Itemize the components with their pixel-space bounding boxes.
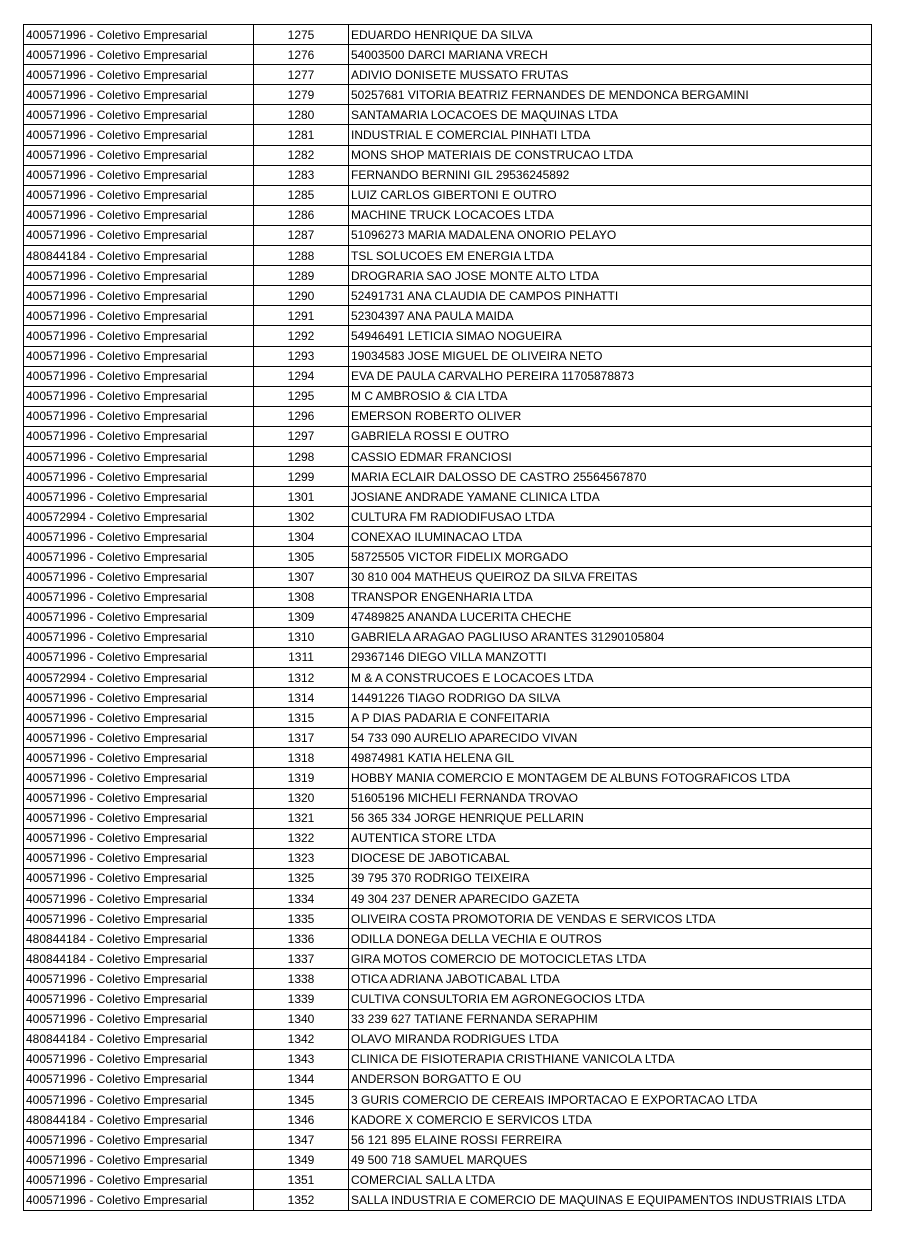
plan-cell: 400571996 - Coletivo Empresarial: [24, 768, 254, 788]
name-cell: TRANSPOR ENGENHARIA LTDA: [349, 587, 872, 607]
plan-cell: 400571996 - Coletivo Empresarial: [24, 467, 254, 487]
number-cell: 1334: [254, 889, 349, 909]
table-row: [24, 668, 872, 688]
table-row: [24, 828, 872, 848]
table-row: [24, 1130, 872, 1150]
plan-cell: 400571996 - Coletivo Empresarial: [24, 25, 254, 45]
number-cell: 1302: [254, 507, 349, 527]
name-cell: TSL SOLUCOES EM ENERGIA LTDA: [349, 246, 872, 266]
plan-cell: 400571996 - Coletivo Empresarial: [24, 989, 254, 1009]
number-cell: 1282: [254, 145, 349, 165]
table-row: [24, 145, 872, 165]
table-row: [24, 547, 872, 567]
name-cell: 58725505 VICTOR FIDELIX MORGADO: [349, 547, 872, 567]
number-cell: 1290: [254, 286, 349, 306]
table-row: [24, 1029, 872, 1049]
plan-cell: 400571996 - Coletivo Empresarial: [24, 788, 254, 808]
table-row: [24, 246, 872, 266]
table-body: [24, 25, 872, 1211]
number-cell: 1337: [254, 949, 349, 969]
number-cell: 1308: [254, 587, 349, 607]
plan-cell: 400571996 - Coletivo Empresarial: [24, 808, 254, 828]
name-cell: EDUARDO HENRIQUE DA SILVA: [349, 25, 872, 45]
plan-cell: 400571996 - Coletivo Empresarial: [24, 266, 254, 286]
name-cell: M C AMBROSIO & CIA LTDA: [349, 386, 872, 406]
plan-cell: 400571996 - Coletivo Empresarial: [24, 1170, 254, 1190]
name-cell: SALLA INDUSTRIA E COMERCIO DE MAQUINAS E EQUIPAMENTOS INDUSTRIAIS LTDA: [349, 1190, 872, 1210]
number-cell: 1297: [254, 426, 349, 446]
name-cell: SANTAMARIA LOCACOES DE MAQUINAS LTDA: [349, 105, 872, 125]
table-row: [24, 567, 872, 587]
name-cell: OTICA ADRIANA JABOTICABAL LTDA: [349, 969, 872, 989]
name-cell: EVA DE PAULA CARVALHO PEREIRA 11705878873: [349, 366, 872, 386]
table-row: [24, 768, 872, 788]
number-cell: 1318: [254, 748, 349, 768]
number-cell: 1345: [254, 1089, 349, 1109]
number-cell: 1349: [254, 1150, 349, 1170]
table-row: [24, 889, 872, 909]
number-cell: 1294: [254, 366, 349, 386]
table-row: [24, 788, 872, 808]
name-cell: 52304397 ANA PAULA MAIDA: [349, 306, 872, 326]
plan-cell: 400571996 - Coletivo Empresarial: [24, 185, 254, 205]
number-cell: 1336: [254, 929, 349, 949]
name-cell: GABRIELA ARAGAO PAGLIUSO ARANTES 31290105804: [349, 627, 872, 647]
number-cell: 1288: [254, 246, 349, 266]
plan-cell: 400571996 - Coletivo Empresarial: [24, 1150, 254, 1170]
plan-cell: 400571996 - Coletivo Empresarial: [24, 748, 254, 768]
number-cell: 1275: [254, 25, 349, 45]
plan-cell: 400571996 - Coletivo Empresarial: [24, 105, 254, 125]
plan-cell: 400571996 - Coletivo Empresarial: [24, 426, 254, 446]
number-cell: 1312: [254, 668, 349, 688]
table-row: [24, 1190, 872, 1210]
plan-cell: 400571996 - Coletivo Empresarial: [24, 1069, 254, 1089]
name-cell: 47489825 ANANDA LUCERITA CHECHE: [349, 607, 872, 627]
plan-cell: 400571996 - Coletivo Empresarial: [24, 386, 254, 406]
table-row: [24, 507, 872, 527]
table-row: [24, 1089, 872, 1109]
plan-cell: 400571996 - Coletivo Empresarial: [24, 406, 254, 426]
number-cell: 1276: [254, 45, 349, 65]
table-row: [24, 205, 872, 225]
number-cell: 1291: [254, 306, 349, 326]
plan-cell: 400571996 - Coletivo Empresarial: [24, 828, 254, 848]
number-cell: 1295: [254, 386, 349, 406]
name-cell: OLIVEIRA COSTA PROMOTORIA DE VENDAS E SERVICOS LTDA: [349, 909, 872, 929]
name-cell: JOSIANE ANDRADE YAMANE CLINICA LTDA: [349, 487, 872, 507]
plan-cell: 400571996 - Coletivo Empresarial: [24, 1089, 254, 1109]
name-cell: DROGRARIA SAO JOSE MONTE ALTO LTDA: [349, 266, 872, 286]
number-cell: 1314: [254, 688, 349, 708]
name-cell: 52491731 ANA CLAUDIA DE CAMPOS PINHATTI: [349, 286, 872, 306]
table-row: [24, 1150, 872, 1170]
plan-cell: 400571996 - Coletivo Empresarial: [24, 1049, 254, 1069]
plan-cell: 400572994 - Coletivo Empresarial: [24, 668, 254, 688]
number-cell: 1287: [254, 225, 349, 245]
table-row: [24, 1170, 872, 1190]
plan-cell: 400571996 - Coletivo Empresarial: [24, 627, 254, 647]
table-row: [24, 266, 872, 286]
number-cell: 1343: [254, 1049, 349, 1069]
table-row: [24, 647, 872, 667]
number-cell: 1342: [254, 1029, 349, 1049]
number-cell: 1279: [254, 85, 349, 105]
table-row: [24, 286, 872, 306]
name-cell: 49874981 KATIA HELENA GIL: [349, 748, 872, 768]
number-cell: 1281: [254, 125, 349, 145]
plan-cell: 400571996 - Coletivo Empresarial: [24, 346, 254, 366]
table-row: [24, 467, 872, 487]
plan-cell: 400571996 - Coletivo Empresarial: [24, 165, 254, 185]
number-cell: 1339: [254, 989, 349, 1009]
table-row: [24, 909, 872, 929]
plan-cell: 400571996 - Coletivo Empresarial: [24, 567, 254, 587]
name-cell: 50257681 VITORIA BEATRIZ FERNANDES DE MENDONCA BERGAMINI: [349, 85, 872, 105]
table-row: [24, 45, 872, 65]
table-row: [24, 406, 872, 426]
number-cell: 1298: [254, 446, 349, 466]
name-cell: 49 500 718 SAMUEL MARQUES: [349, 1150, 872, 1170]
name-cell: 14491226 TIAGO RODRIGO DA SILVA: [349, 688, 872, 708]
number-cell: 1289: [254, 266, 349, 286]
name-cell: CONEXAO ILUMINACAO LTDA: [349, 527, 872, 547]
table-row: [24, 949, 872, 969]
plan-cell: 400571996 - Coletivo Empresarial: [24, 145, 254, 165]
table-row: [24, 306, 872, 326]
table-row: [24, 25, 872, 45]
plan-cell: 400571996 - Coletivo Empresarial: [24, 225, 254, 245]
table-row: [24, 426, 872, 446]
name-cell: ODILLA DONEGA DELLA VECHIA E OUTROS: [349, 929, 872, 949]
plan-cell: 400571996 - Coletivo Empresarial: [24, 487, 254, 507]
number-cell: 1317: [254, 728, 349, 748]
name-cell: 3 GURIS COMERCIO DE CEREAIS IMPORTACAO E EXPORTACAO LTDA: [349, 1089, 872, 1109]
name-cell: CULTIVA CONSULTORIA EM AGRONEGOCIOS LTDA: [349, 989, 872, 1009]
table-row: [24, 989, 872, 1009]
number-cell: 1292: [254, 326, 349, 346]
name-cell: LUIZ CARLOS GIBERTONI E OUTRO: [349, 185, 872, 205]
name-cell: 51605196 MICHELI FERNANDA TROVAO: [349, 788, 872, 808]
name-cell: INDUSTRIAL E COMERCIAL PINHATI LTDA: [349, 125, 872, 145]
table-row: [24, 587, 872, 607]
number-cell: 1283: [254, 165, 349, 185]
plan-cell: 400572994 - Coletivo Empresarial: [24, 507, 254, 527]
number-cell: 1299: [254, 467, 349, 487]
table-row: [24, 165, 872, 185]
name-cell: COMERCIAL SALLA LTDA: [349, 1170, 872, 1190]
number-cell: 1321: [254, 808, 349, 828]
name-cell: 56 365 334 JORGE HENRIQUE PELLARIN: [349, 808, 872, 828]
name-cell: HOBBY MANIA COMERCIO E MONTAGEM DE ALBUNS FOTOGRAFICOS LTDA: [349, 768, 872, 788]
table-row: [24, 105, 872, 125]
name-cell: A P DIAS PADARIA E CONFEITARIA: [349, 708, 872, 728]
plan-cell: 480844184 - Coletivo Empresarial: [24, 1029, 254, 1049]
name-cell: AUTENTICA STORE LTDA: [349, 828, 872, 848]
name-cell: GABRIELA ROSSI E OUTRO: [349, 426, 872, 446]
table-row: [24, 125, 872, 145]
table-row: [24, 446, 872, 466]
number-cell: 1325: [254, 868, 349, 888]
plan-cell: 400571996 - Coletivo Empresarial: [24, 1009, 254, 1029]
number-cell: 1293: [254, 346, 349, 366]
plan-cell: 400571996 - Coletivo Empresarial: [24, 85, 254, 105]
name-cell: 33 239 627 TATIANE FERNANDA SERAPHIM: [349, 1009, 872, 1029]
name-cell: 30 810 004 MATHEUS QUEIROZ DA SILVA FREITAS: [349, 567, 872, 587]
number-cell: 1304: [254, 527, 349, 547]
plan-cell: 400571996 - Coletivo Empresarial: [24, 205, 254, 225]
name-cell: 54946491 LETICIA SIMAO NOGUEIRA: [349, 326, 872, 346]
plan-cell: 400571996 - Coletivo Empresarial: [24, 889, 254, 909]
plan-cell: 400571996 - Coletivo Empresarial: [24, 708, 254, 728]
plan-cell: 480844184 - Coletivo Empresarial: [24, 1110, 254, 1130]
table-row: [24, 1069, 872, 1089]
name-cell: CLINICA DE FISIOTERAPIA CRISTHIANE VANICOLA LTDA: [349, 1049, 872, 1069]
number-cell: 1305: [254, 547, 349, 567]
plan-cell: 400571996 - Coletivo Empresarial: [24, 45, 254, 65]
table-row: [24, 868, 872, 888]
name-cell: KADORE X COMERCIO E SERVICOS LTDA: [349, 1110, 872, 1130]
table-row: [24, 688, 872, 708]
table-row: [24, 848, 872, 868]
plan-cell: 400571996 - Coletivo Empresarial: [24, 65, 254, 85]
number-cell: 1296: [254, 406, 349, 426]
plan-cell: 400571996 - Coletivo Empresarial: [24, 607, 254, 627]
table-row: [24, 627, 872, 647]
table-row: [24, 366, 872, 386]
name-cell: CASSIO EDMAR FRANCIOSI: [349, 446, 872, 466]
number-cell: 1310: [254, 627, 349, 647]
name-cell: 39 795 370 RODRIGO TEIXEIRA: [349, 868, 872, 888]
document-table: [23, 24, 872, 1211]
number-cell: 1285: [254, 185, 349, 205]
plan-cell: 480844184 - Coletivo Empresarial: [24, 949, 254, 969]
plan-cell: 400571996 - Coletivo Empresarial: [24, 326, 254, 346]
number-cell: 1322: [254, 828, 349, 848]
table-row: [24, 487, 872, 507]
plan-cell: 400571996 - Coletivo Empresarial: [24, 286, 254, 306]
number-cell: 1307: [254, 567, 349, 587]
name-cell: GIRA MOTOS COMERCIO DE MOTOCICLETAS LTDA: [349, 949, 872, 969]
name-cell: OLAVO MIRANDA RODRIGUES LTDA: [349, 1029, 872, 1049]
number-cell: 1347: [254, 1130, 349, 1150]
number-cell: 1352: [254, 1190, 349, 1210]
plan-cell: 480844184 - Coletivo Empresarial: [24, 929, 254, 949]
plan-cell: 400571996 - Coletivo Empresarial: [24, 587, 254, 607]
name-cell: MARIA ECLAIR DALOSSO DE CASTRO 25564567870: [349, 467, 872, 487]
table-row: [24, 708, 872, 728]
table-row: [24, 65, 872, 85]
plan-cell: 400571996 - Coletivo Empresarial: [24, 868, 254, 888]
number-cell: 1320: [254, 788, 349, 808]
table-row: [24, 607, 872, 627]
plan-cell: 400571996 - Coletivo Empresarial: [24, 547, 254, 567]
plan-cell: 400571996 - Coletivo Empresarial: [24, 446, 254, 466]
table-row: [24, 85, 872, 105]
table-row: [24, 527, 872, 547]
name-cell: 29367146 DIEGO VILLA MANZOTTI: [349, 647, 872, 667]
plan-cell: 400571996 - Coletivo Empresarial: [24, 125, 254, 145]
number-cell: 1340: [254, 1009, 349, 1029]
number-cell: 1335: [254, 909, 349, 929]
number-cell: 1323: [254, 848, 349, 868]
number-cell: 1277: [254, 65, 349, 85]
plan-cell: 400571996 - Coletivo Empresarial: [24, 647, 254, 667]
name-cell: 49 304 237 DENER APARECIDO GAZETA: [349, 889, 872, 909]
name-cell: FERNANDO BERNINI GIL 29536245892: [349, 165, 872, 185]
table-row: [24, 386, 872, 406]
plan-cell: 400571996 - Coletivo Empresarial: [24, 306, 254, 326]
number-cell: 1351: [254, 1170, 349, 1190]
table-row: [24, 225, 872, 245]
plan-cell: 400571996 - Coletivo Empresarial: [24, 969, 254, 989]
plan-cell: 400571996 - Coletivo Empresarial: [24, 1190, 254, 1210]
table-row: [24, 728, 872, 748]
name-cell: EMERSON ROBERTO OLIVER: [349, 406, 872, 426]
number-cell: 1344: [254, 1069, 349, 1089]
table-row: [24, 1049, 872, 1069]
number-cell: 1286: [254, 205, 349, 225]
table-row: [24, 1110, 872, 1130]
plan-cell: 400571996 - Coletivo Empresarial: [24, 909, 254, 929]
name-cell: 51096273 MARIA MADALENA ONORIO PELAYO: [349, 225, 872, 245]
table-row: [24, 808, 872, 828]
name-cell: DIOCESE DE JABOTICABAL: [349, 848, 872, 868]
table-row: [24, 346, 872, 366]
name-cell: 54003500 DARCI MARIANA VRECH: [349, 45, 872, 65]
table-row: [24, 969, 872, 989]
name-cell: 54 733 090 AURELIO APARECIDO VIVAN: [349, 728, 872, 748]
table-row: [24, 185, 872, 205]
number-cell: 1301: [254, 487, 349, 507]
number-cell: 1280: [254, 105, 349, 125]
number-cell: 1311: [254, 647, 349, 667]
name-cell: MACHINE TRUCK LOCACOES LTDA: [349, 205, 872, 225]
name-cell: ANDERSON BORGATTO E OU: [349, 1069, 872, 1089]
table-row: [24, 326, 872, 346]
table-row: [24, 748, 872, 768]
number-cell: 1315: [254, 708, 349, 728]
plan-cell: 400571996 - Coletivo Empresarial: [24, 366, 254, 386]
name-cell: 19034583 JOSE MIGUEL DE OLIVEIRA NETO: [349, 346, 872, 366]
plan-cell: 400571996 - Coletivo Empresarial: [24, 1130, 254, 1150]
number-cell: 1346: [254, 1110, 349, 1130]
number-cell: 1309: [254, 607, 349, 627]
plan-cell: 400571996 - Coletivo Empresarial: [24, 688, 254, 708]
table-row: [24, 929, 872, 949]
number-cell: 1338: [254, 969, 349, 989]
name-cell: 56 121 895 ELAINE ROSSI FERREIRA: [349, 1130, 872, 1150]
plan-cell: 480844184 - Coletivo Empresarial: [24, 246, 254, 266]
plan-cell: 400571996 - Coletivo Empresarial: [24, 848, 254, 868]
name-cell: CULTURA FM RADIODIFUSAO LTDA: [349, 507, 872, 527]
plan-cell: 400571996 - Coletivo Empresarial: [24, 728, 254, 748]
name-cell: MONS SHOP MATERIAIS DE CONSTRUCAO LTDA: [349, 145, 872, 165]
name-cell: M & A CONSTRUCOES E LOCACOES LTDA: [349, 668, 872, 688]
table-row: [24, 1009, 872, 1029]
number-cell: 1319: [254, 768, 349, 788]
name-cell: ADIVIO DONISETE MUSSATO FRUTAS: [349, 65, 872, 85]
plan-cell: 400571996 - Coletivo Empresarial: [24, 527, 254, 547]
